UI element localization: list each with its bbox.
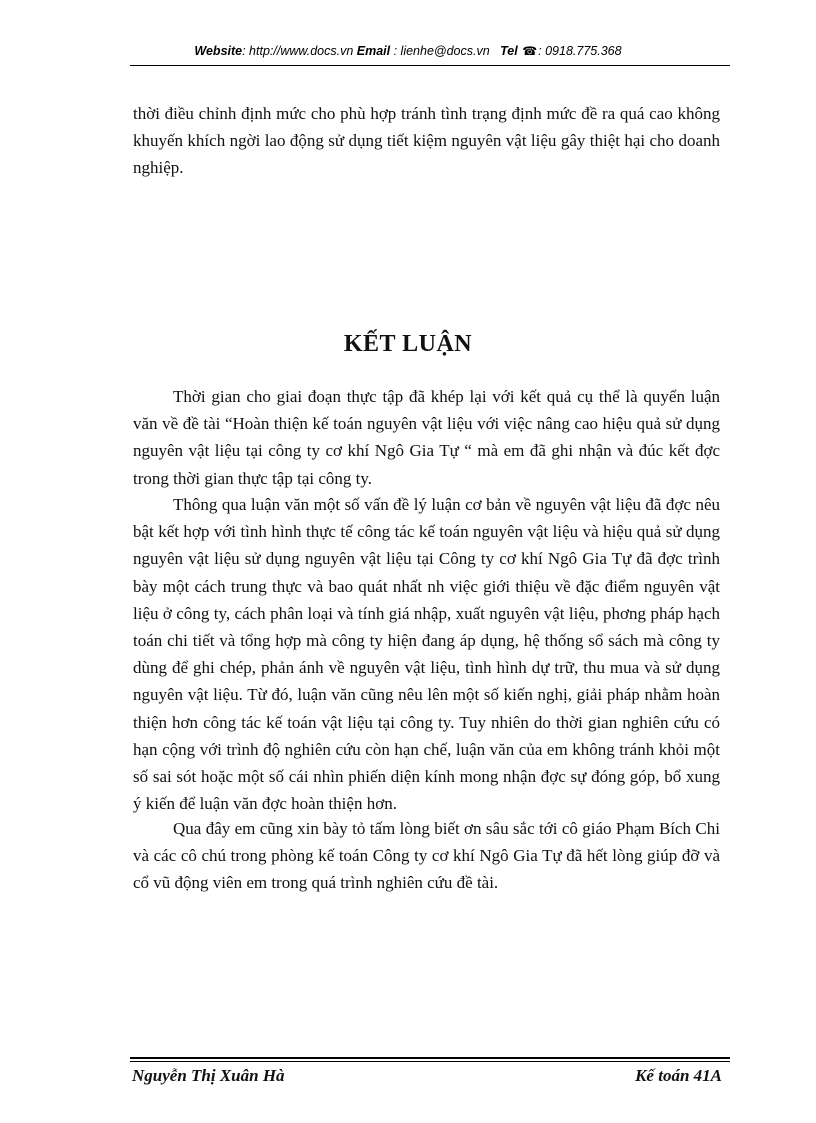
footer-divider-thin — [130, 1061, 730, 1062]
footer-divider — [130, 1057, 730, 1059]
email-label: Email — [356, 44, 391, 58]
tel-value: : 0918.775.368 — [538, 44, 622, 58]
email-value: : lienhe@docs.vn — [390, 44, 490, 58]
conclusion-paragraph: Thông qua luận văn một số vấn đề lý luận cơ bản về nguyên vật liệu đã đợc nêu bật kết hợp với tình hình thực tế công tác kế toán nguyên vật liệu và hiệu quả sử dụng nguyên vật liệu sử dụng nguyên vật liệu tại Công ty cơ khí Ngô Gia Tự đã đợc trình bày một cách trung thực và bao quát nhất nh việc giới thiệu về đặc điểm nguyên vật liệu ở công ty, cách phân loại và tính giá nhập, xuất nguyên vật liệu, phơng pháp hạch toán chi tiết và tổng hợp mà công ty hiện đang áp dụng, hệ thống sổ sách mà công ty dùng để ghi chép, phản ánh về nguyên vật liệu, tình hình dự trữ, thu mua và sử dụng nguyên vật liệu. Từ đó, luận văn cũng nêu lên một số kiến nghị, giải pháp nhằm hoàn thiện hơn công tác kế toán vật liệu tại công ty. Tuy nhiên do thời gian nghiên cứu có hạn cộng với trình độ nghiên cứu còn hạn chế, luận văn của em không tránh khỏi một số sai sót hoặc một số cái nhìn phiến diện kính mong nhận đợc sự đóng góp, bổ xung ý kiến để luận văn đợc hoàn thiện hơn. — [133, 495, 720, 814]
phone-icon: ☎ — [522, 44, 538, 58]
conclusion-paragraph: Thời gian cho giai đoạn thực tập đã khép lại với kết quả cụ thể là quyển luận văn về đề tài “Hoàn thiện kế toán nguyên vật liệu với việc nâng cao hiệu quả sử dụng nguyên vật liệu tại công ty cơ khí Ngô Gia Tự “ mà em đã ghi nhận và đúc kết đợc trong thời gian thực tập tại công ty. — [133, 387, 720, 488]
website-value: : http://www.docs.vn — [242, 44, 354, 58]
intro-paragraph: thời điều chỉnh định mức cho phù hợp tránh tình trạng định mức đề ra quá cao không khuyến khích ngời lao động sử dụng tiết kiệm nguyên vật liệu gây thiệt hại cho doanh nghiệp. — [133, 104, 720, 178]
page-title: KẾT LUẬN — [343, 331, 473, 357]
header-divider — [130, 65, 730, 66]
footer-department: Kế toán 41A — [635, 1066, 722, 1085]
tel-label: Tel — [500, 44, 518, 58]
website-label: Website — [194, 44, 243, 58]
page-header — [0, 44, 816, 58]
conclusion-paragraph: Qua đây em cũng xin bày tỏ tấm lòng biết ơn sâu sắc tới cô giáo Phạm Bích Chi và các cô chú trong phòng kế toán Công ty cơ khí Ngô Gia Tự đã hết lòng giúp đỡ và cổ vũ động viên em trong quá trình nghiên cứu đề tài. — [133, 819, 720, 893]
footer-author: Nguyễn Thị Xuân Hà — [132, 1066, 285, 1085]
